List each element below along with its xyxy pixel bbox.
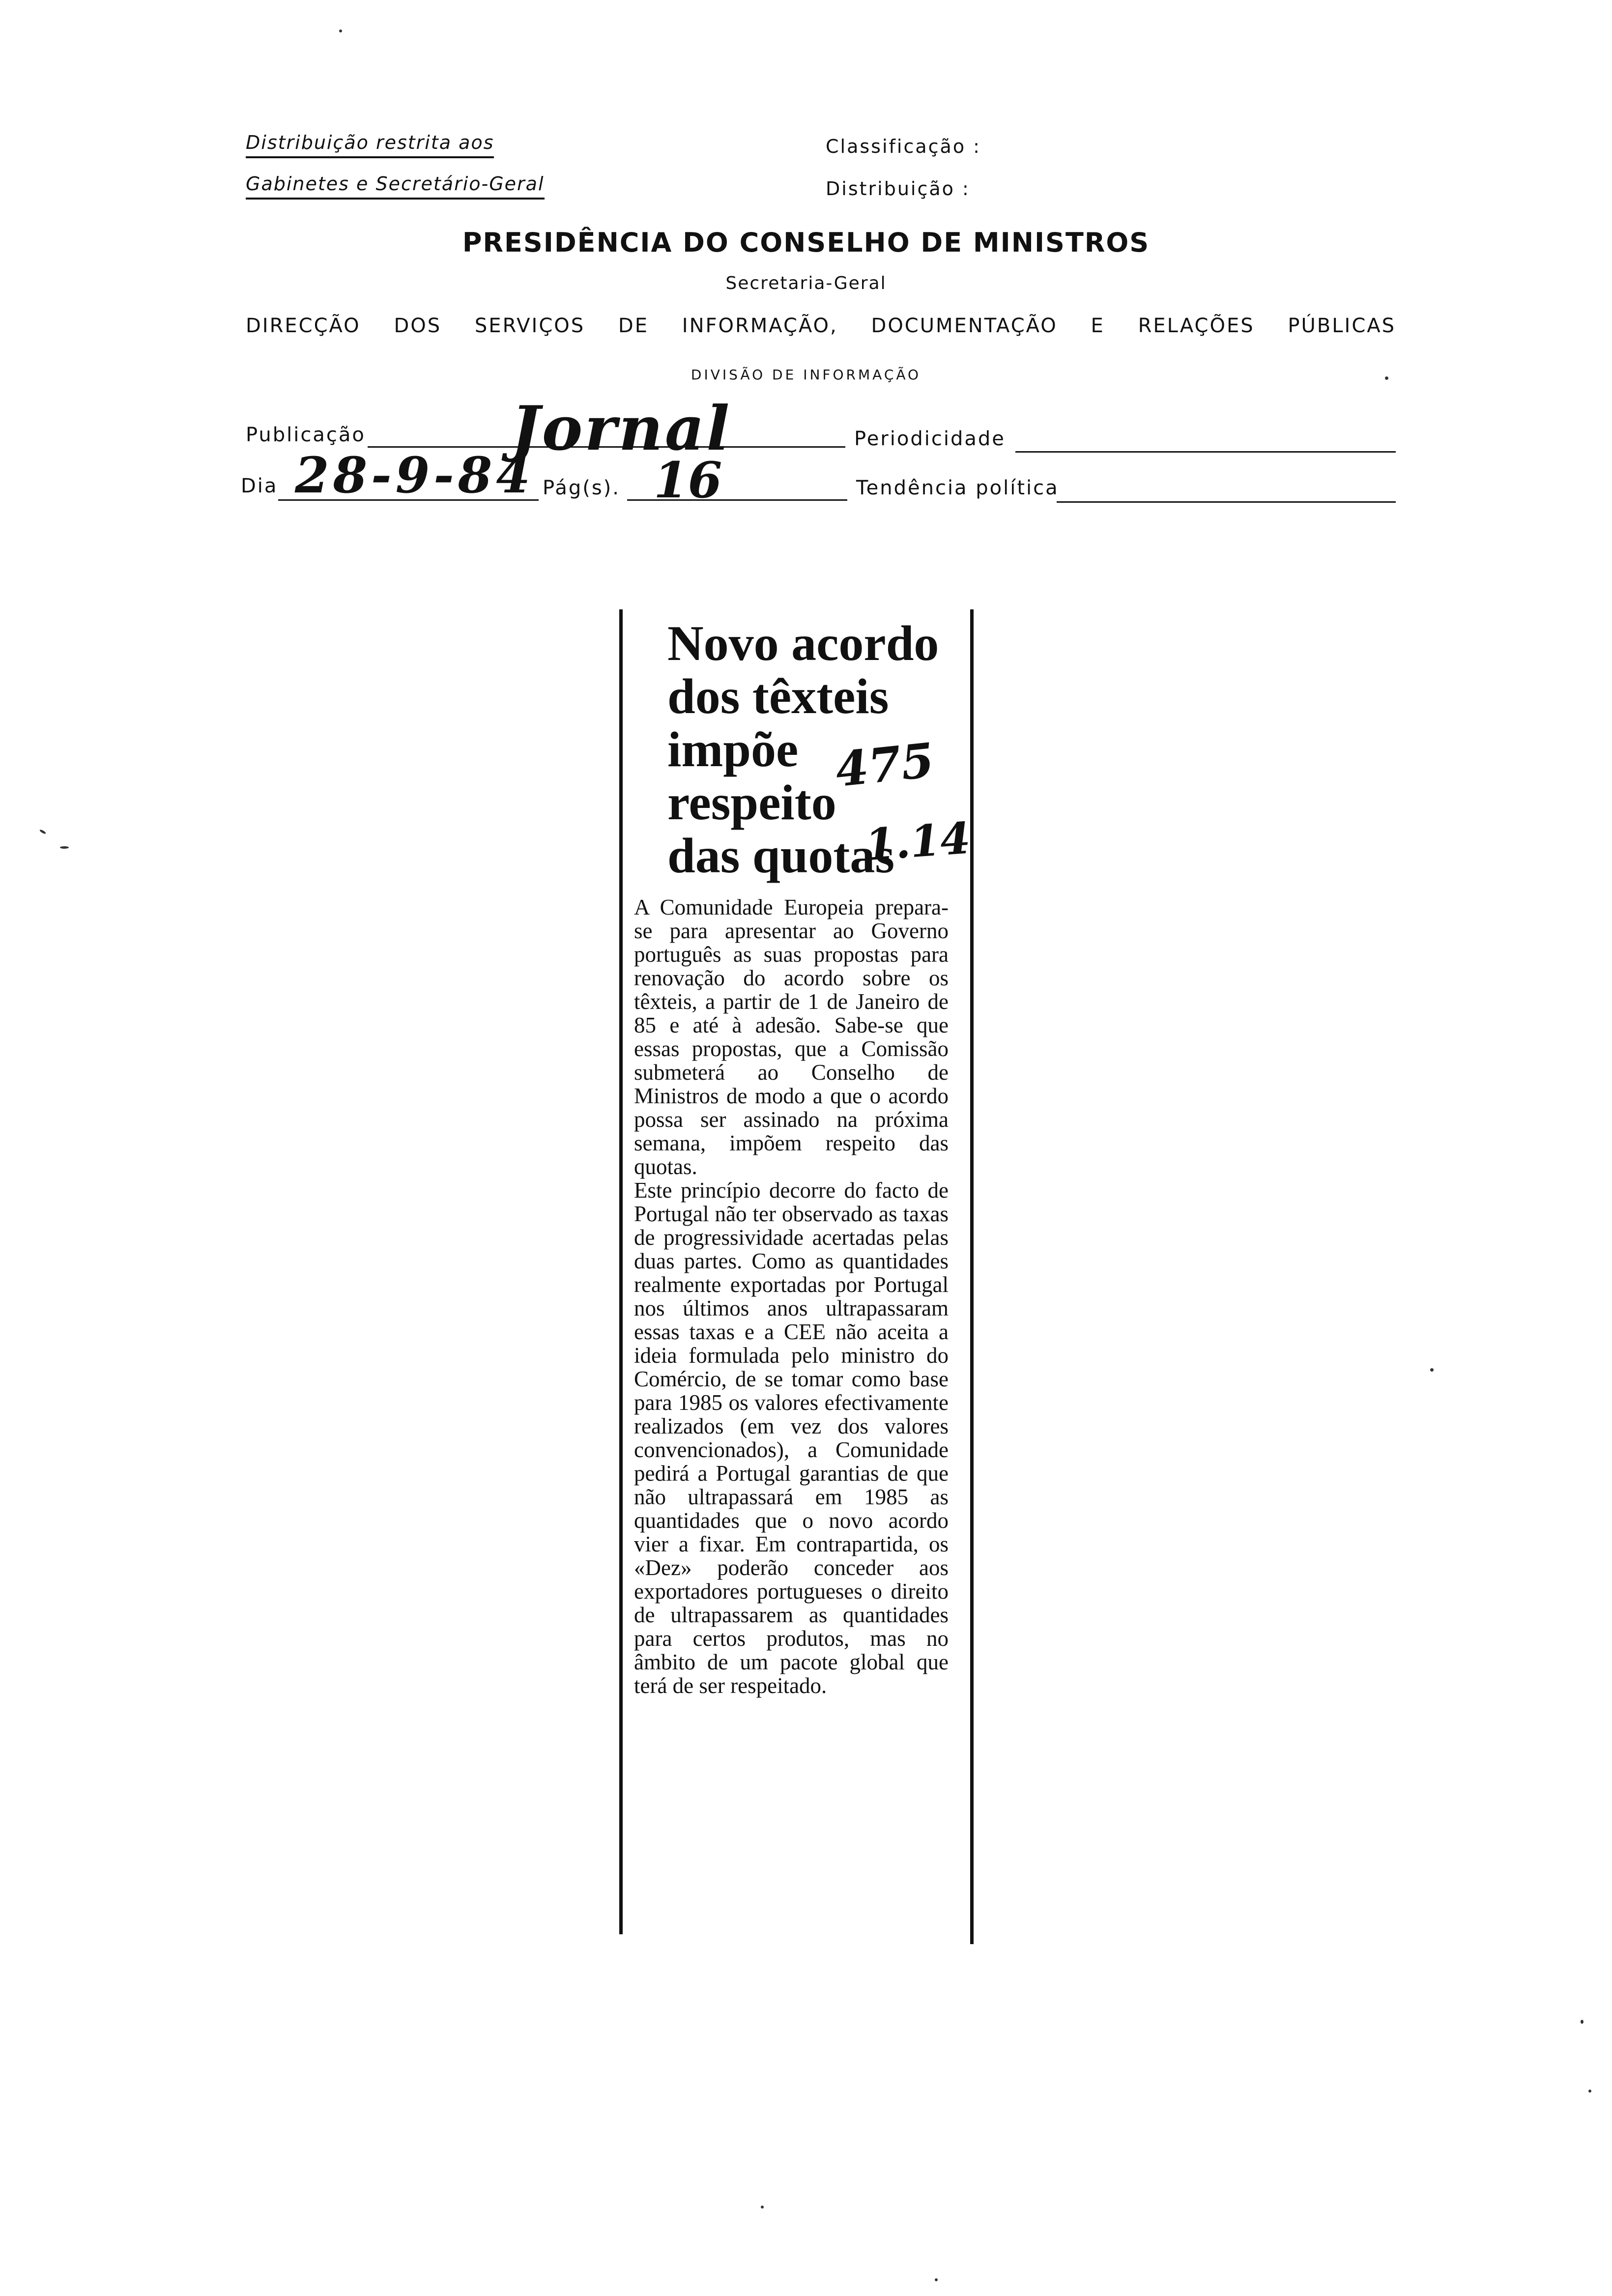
handwritten-annotation-1: 475 — [833, 732, 937, 798]
speck — [1581, 2020, 1583, 2024]
article-body: A Comunidade Europeia prepara-se para apresentar ao Governo português as suas propostas para renovação do acordo sobre os têxteis, a partir de 1 de Janeiro de 85 e até à adesão. Sabe-se que essas propostas, que a Comissão submeterá ao Conselho de Ministros de modo a que o acordo possa ser assinado na próxima semana, impõem respeito das quotas. Este princípio decorre do facto de Portugal não ter observado as taxas de progressividade acertadas pelas duas partes. Como as quantidades realmente exportadas por Portugal nos últimos anos ultrapassaram essas taxas e a CEE não aceita a ideia formulada pelo ministro do Comércio, de se tomar como base para 1985 os valores efectivamente realizados (em vez dos valores convencionados), a Comunidade pedirá a Portugal garantias de que não ultrapassará em 1985 as quantidades que o novo acordo vier a fixar. Em contrapartida, os «Dez» poderão conceder aos exportadores portugueses o direito de ultrapassarem as quantidades para certos produtos, mas no âmbito de um pacote global que terá de ser respeitado. — [634, 895, 949, 1698]
speck — [60, 846, 69, 849]
tendencia-label: Tendência política — [856, 477, 1059, 499]
pags-label: Pág(s). — [543, 477, 620, 499]
headline-line-2: dos têxteis — [667, 669, 889, 724]
headline-line-5: das quotas — [667, 828, 895, 884]
department-title: DIRECÇÃO DOS SERVIÇOS DE INFORMAÇÃO, DOCUMENTAÇÃO E RELAÇÕES PÚBLICAS — [246, 315, 1396, 337]
dia-label: Dia — [241, 475, 278, 497]
speck — [1430, 1368, 1434, 1372]
speck — [935, 2278, 938, 2281]
speck — [761, 2206, 764, 2209]
secretaria-geral: Secretaria-Geral — [725, 273, 887, 293]
pags-value: 16 — [654, 451, 722, 509]
tendencia-line — [1057, 501, 1396, 503]
headline-line-4: respeito — [667, 775, 836, 831]
dia-value: 28-9-84 — [295, 446, 534, 504]
distribution-note-line1: Distribuição restrita aos — [246, 132, 494, 158]
speck — [39, 829, 47, 834]
distribution-note-line2: Gabinetes e Secretário-Geral — [246, 173, 545, 200]
clipping-left-rule — [619, 609, 623, 1934]
headline-line-3: impõe — [667, 722, 799, 777]
publicacao-label: Publicação — [246, 424, 366, 446]
headline-line-1: Novo acordo — [667, 616, 939, 671]
distribuicao-label: Distribuição : — [826, 178, 970, 200]
organization-title: PRESIDÊNCIA DO CONSELHO DE MINISTROS — [462, 227, 1150, 258]
division-title: DIVISÃO DE INFORMAÇÃO — [691, 367, 921, 383]
periodicidade-line — [1015, 451, 1396, 453]
periodicidade-label: Periodicidade — [854, 428, 1006, 450]
publicacao-value: Jornal — [511, 393, 732, 464]
speck — [1385, 376, 1388, 380]
speck — [1588, 2090, 1591, 2093]
speck — [339, 29, 342, 32]
handwritten-annotation-2: 1.14 — [863, 812, 972, 871]
classificacao-label: Classificação : — [826, 136, 981, 157]
